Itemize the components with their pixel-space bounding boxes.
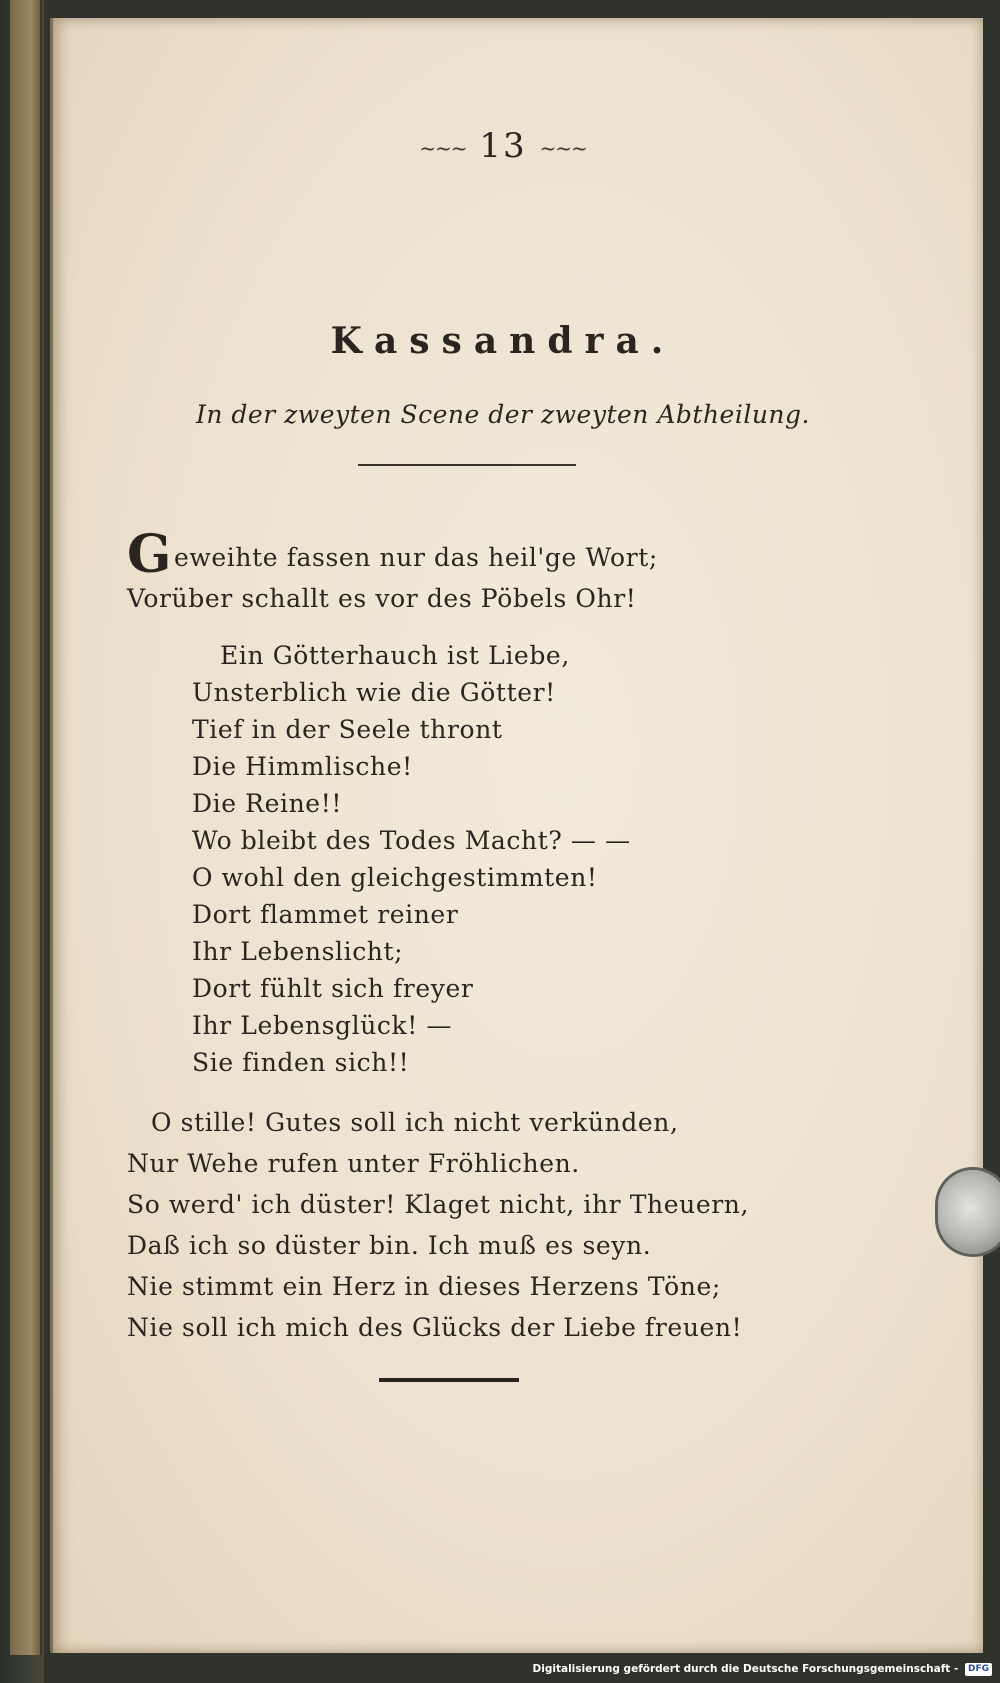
divider-rule-top xyxy=(358,464,576,466)
poem-line: Daß ich so düster bin. Ich muß es seyn. xyxy=(127,1231,652,1260)
poem-subtitle: In der zweyten Scene der zweyten Abtheilung. xyxy=(196,400,810,429)
drop-cap: G xyxy=(127,524,173,585)
poem-line: Nie soll ich mich des Glücks der Liebe freuen! xyxy=(127,1313,743,1342)
poem-line: Nur Wehe rufen unter Fröhlichen. xyxy=(127,1149,580,1178)
book-page xyxy=(50,18,983,1653)
flourish-right-icon: ~~~ xyxy=(539,136,587,160)
poem-line xyxy=(127,524,658,585)
poem-line: Tief in der Seele thront xyxy=(192,715,503,744)
poem-line: Nie stimmt ein Herz in dieses Herzens Töne; xyxy=(127,1272,721,1301)
poem-line: Ein Götterhauch ist Liebe, xyxy=(220,641,570,670)
poem-line: Die Reine!! xyxy=(192,789,342,818)
credit-text: Digitalisierung gefördert durch die Deutsche Forschungsgemeinschaft - xyxy=(532,1663,959,1675)
poem-line: So werd' ich düster! Klaget nicht, ihr Theuern, xyxy=(127,1190,750,1219)
flourish-left-icon: ~~~ xyxy=(419,136,467,160)
divider-rule-bottom xyxy=(379,1378,519,1382)
poem-line: Sie finden sich!! xyxy=(192,1048,410,1077)
poem-line: O stille! Gutes soll ich nicht verkünden, xyxy=(151,1108,679,1137)
previous-page-edge xyxy=(10,0,42,1655)
page-number xyxy=(53,126,953,166)
dfg-logo: DFG xyxy=(965,1663,992,1676)
digitization-credit xyxy=(533,1659,992,1679)
page-tab-marker-icon xyxy=(938,1170,1000,1254)
poem-line: O wohl den gleichgestimmten! xyxy=(192,863,598,892)
poem-line: Wo bleibt des Todes Macht? — — xyxy=(192,826,631,855)
poem-line: Die Himmlische! xyxy=(192,752,413,781)
poem-line-text: eweihte fassen nur das heil'ge Wort; xyxy=(174,543,658,572)
poem-line: Dort fühlt sich freyer xyxy=(192,974,474,1003)
poem-line: Vorüber schallt es vor des Pöbels Ohr! xyxy=(127,584,637,613)
poem-line: Unsterblich wie die Götter! xyxy=(192,678,556,707)
page-number-value: 13 xyxy=(479,126,527,166)
poem-line: Dort flammet reiner xyxy=(192,900,459,929)
poem-line: Ihr Lebenslicht; xyxy=(192,937,404,966)
poem-line: Ihr Lebensglück! — xyxy=(192,1011,453,1040)
poem-title: Kassandra. xyxy=(330,320,676,362)
